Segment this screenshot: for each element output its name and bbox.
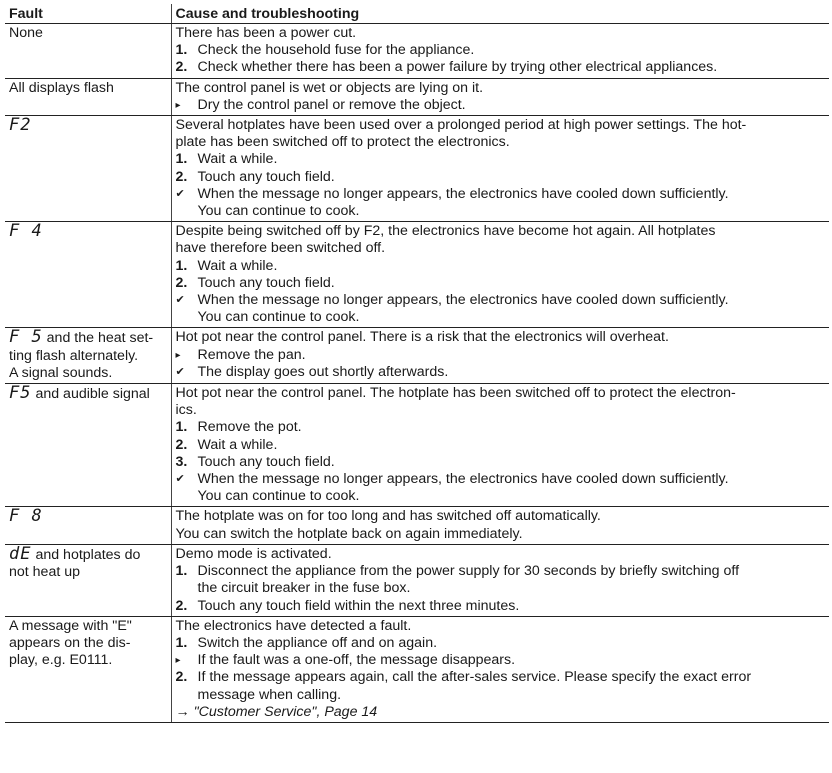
cause-text: ics. (175, 402, 197, 419)
table-row (5, 328, 829, 384)
cause-text: Demo mode is activated. (175, 545, 332, 562)
step-text: Switch the appliance off and on again. (197, 634, 438, 651)
fault-code: F5 (9, 383, 32, 404)
cause-cell (171, 507, 829, 544)
step-text: When the message no longer appears, the electronics have cooled down sufficiently. (197, 185, 729, 202)
cause-text: Hot pot near the control panel. There is a risk that the electronics will overheat. (175, 329, 669, 346)
step-continuation (176, 580, 827, 597)
step-text: Wait a while. (197, 436, 278, 453)
fault-description: None (9, 25, 43, 41)
indent-spacer (176, 687, 198, 704)
checkmark-icon: ✔ (175, 473, 185, 486)
arrow-icon: ▸ (175, 349, 181, 361)
fault-description: and audible signal (35, 386, 150, 403)
step-number: 1. (175, 42, 188, 59)
indent-spacer (176, 488, 198, 505)
step-text: Wait a while. (197, 151, 278, 168)
step-continuation (176, 309, 827, 326)
fault-code: F 4 (9, 221, 43, 242)
numbered-step (176, 59, 827, 76)
step-text: message when calling. (197, 686, 342, 703)
fault-description: All displays flash (9, 79, 114, 96)
cause-text: You can switch the hotplate back on again immediately. (175, 525, 523, 542)
result-step (176, 292, 827, 309)
fault-code: F 5 (9, 327, 43, 348)
table-row (5, 616, 829, 722)
fault-cell (5, 222, 171, 328)
fault-cell (5, 384, 171, 507)
action-step (176, 347, 827, 364)
header-row (5, 4, 829, 24)
fault-cell (5, 24, 171, 79)
cause-text: There has been a power cut. (175, 25, 357, 41)
fault-cell (5, 507, 171, 544)
numbered-step (176, 454, 827, 471)
checkmark-icon: ✔ (175, 365, 185, 378)
step-text: You can continue to cook. (197, 203, 360, 220)
step-text: You can continue to cook. (197, 488, 360, 505)
step-number: 2. (175, 436, 188, 453)
step-text: the circuit breaker in the fuse box. (197, 580, 411, 597)
fault-code: F 8 (9, 506, 43, 527)
step-text: Disconnect the appliance from the power supply for 30 seconds by briefly switching off (197, 563, 740, 580)
fault-description: A message with "E" appears on the dis- play, e.g. E0111. (9, 617, 132, 669)
cause-cell (171, 24, 829, 79)
step-text: Dry the control panel or remove the object. (197, 96, 466, 113)
step-number: 1. (175, 257, 188, 274)
indent-spacer (176, 580, 198, 597)
table-row (5, 507, 829, 544)
arrow-icon: ▸ (175, 655, 181, 667)
numbered-step (176, 563, 827, 580)
cause-text: The hotplate was on for too long and has switched off automatically. (175, 508, 601, 525)
cause-text: The electronics have detected a fault. (175, 617, 412, 634)
step-number: 1. (175, 634, 188, 651)
numbered-step (176, 258, 827, 275)
result-step (176, 186, 827, 203)
cross-reference: → "Customer Service", Page 14 (175, 703, 378, 720)
step-number: 1. (175, 419, 188, 436)
fault-cell (5, 616, 171, 722)
numbered-step (176, 437, 827, 454)
cause-text: Several hotplates have been used over a prolonged period at high power settings. The hot- (175, 117, 747, 134)
fault-table-body (5, 24, 829, 723)
step-text: Remove the pan. (197, 346, 306, 363)
step-number: 1. (175, 151, 188, 168)
fault-column-header: Fault (5, 4, 171, 24)
fault-cell (5, 78, 171, 115)
numbered-step (176, 598, 827, 615)
cause-cell (171, 78, 829, 115)
numbered-step (176, 419, 827, 436)
table-row (5, 544, 829, 616)
step-number: 2. (175, 274, 188, 291)
fault-code: dE (9, 543, 32, 564)
step-text: If the fault was a one-off, the message disappears. (197, 652, 516, 669)
numbered-step (176, 635, 827, 652)
step-number: 3. (175, 453, 188, 470)
table-row (5, 222, 829, 328)
numbered-step (176, 151, 827, 168)
cause-cell (171, 222, 829, 328)
numbered-step (176, 669, 827, 686)
result-step (176, 471, 827, 488)
step-text: You can continue to cook. (197, 309, 360, 326)
cause-text: The control panel is wet or objects are lying on it. (175, 79, 484, 96)
step-text: Check the household fuse for the appliance. (197, 42, 475, 59)
step-text: When the message no longer appears, the electronics have cooled down sufficiently. (197, 292, 729, 309)
cause-cell (171, 116, 829, 222)
table-row (5, 24, 829, 79)
step-number: 2. (175, 59, 188, 76)
step-continuation (176, 687, 827, 704)
checkmark-icon: ✔ (175, 294, 185, 307)
table-row (5, 78, 829, 115)
cause-text: plate has been switched off to protect the electronics. (175, 134, 510, 151)
fault-cell (5, 544, 171, 616)
step-text: Wait a while. (197, 257, 278, 274)
numbered-step (176, 42, 827, 59)
cause-text: Hot pot near the control panel. The hotplate has been switched off to protect the electron- (175, 385, 736, 402)
table-row (5, 384, 829, 507)
step-number: 2. (175, 597, 188, 614)
cause-text: Despite being switched off by F2, the electronics have become hot again. All hotplates (175, 223, 716, 240)
cause-text: have therefore been switched off. (175, 240, 386, 257)
step-text: The display goes out shortly afterwards. (197, 363, 449, 380)
step-text: When the message no longer appears, the electronics have cooled down sufficiently. (197, 471, 729, 488)
arrow-icon: ▸ (175, 99, 181, 111)
step-text: Touch any touch field. (197, 274, 335, 291)
checkmark-icon: ✔ (175, 187, 185, 200)
action-step (176, 652, 827, 669)
fault-cell (5, 116, 171, 222)
step-text: Touch any touch field within the next three minutes. (197, 597, 520, 614)
cause-cell (171, 328, 829, 384)
indent-spacer (176, 203, 198, 220)
step-text: Touch any touch field. (197, 168, 335, 185)
indent-spacer (176, 309, 198, 326)
numbered-step (176, 169, 827, 186)
fault-code: F2 (9, 115, 32, 136)
cause-cell (171, 616, 829, 722)
step-text: Remove the pot. (197, 419, 302, 436)
cause-cell (171, 544, 829, 616)
result-step (176, 364, 827, 381)
step-text: If the message appears again, call the after-sales service. Please specify the exact error (197, 669, 752, 686)
step-text: Touch any touch field. (197, 453, 335, 470)
table-row (5, 116, 829, 222)
cause-column-header: Cause and troubleshooting (171, 4, 829, 24)
step-continuation (176, 488, 827, 505)
fault-description: and hotplates do not heat up (9, 546, 141, 581)
step-text: Check whether there has been a power failure by trying other electrical appliances. (197, 59, 718, 76)
fault-description: and the heat set- ting flash alternately. A signal sounds. (9, 330, 154, 381)
fault-table (5, 4, 829, 723)
fault-cell (5, 328, 171, 384)
action-step (176, 97, 827, 114)
step-number: 2. (175, 669, 188, 686)
step-number: 2. (175, 168, 188, 185)
step-number: 1. (175, 563, 188, 580)
numbered-step (176, 275, 827, 292)
step-continuation (176, 203, 827, 220)
cause-cell (171, 384, 829, 507)
